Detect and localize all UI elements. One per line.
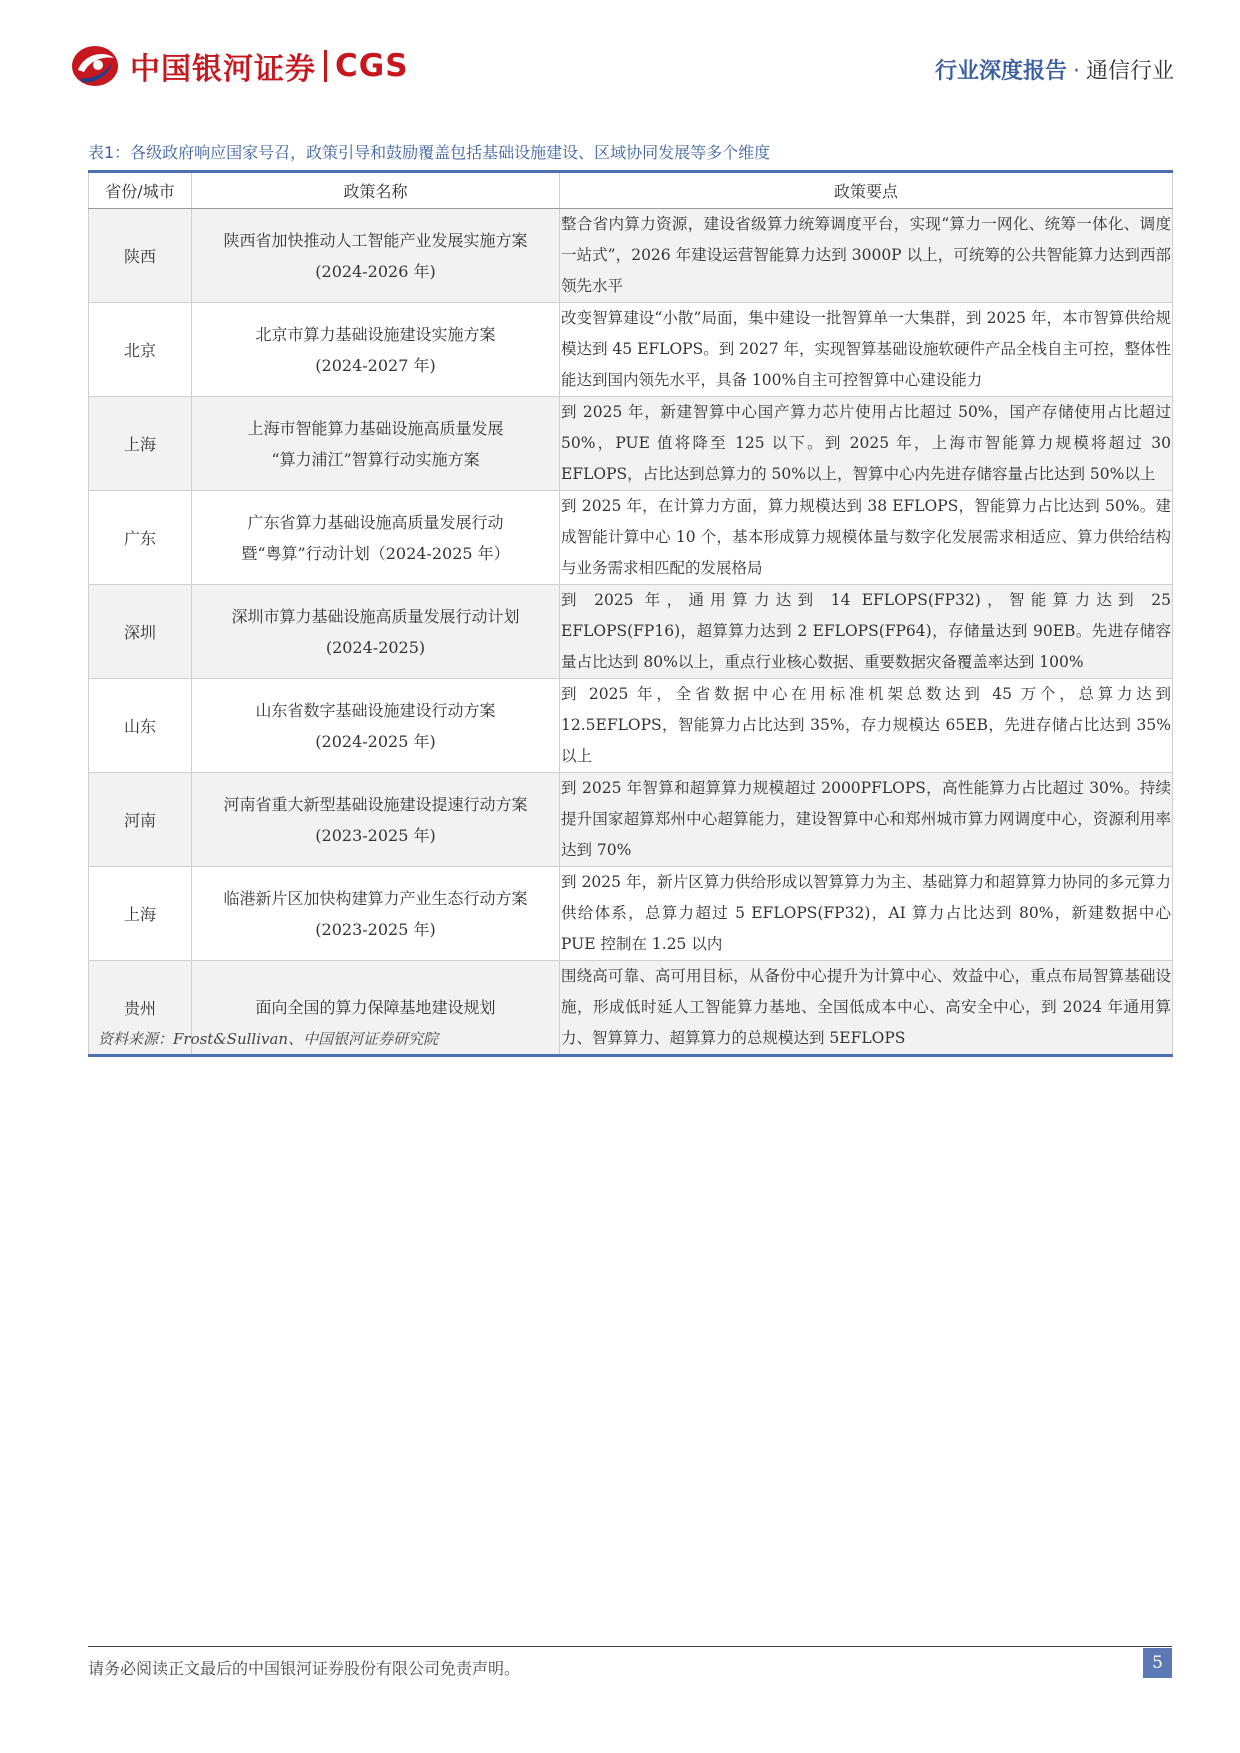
table-row xyxy=(89,585,1173,679)
policy-name-cell xyxy=(192,867,560,961)
policy-name-cell xyxy=(192,209,560,303)
table-row xyxy=(89,491,1173,585)
policy-name-cell xyxy=(192,491,560,585)
policy-name: 上海市智能算力基础设施高质量发展 xyxy=(247,418,504,438)
table-row xyxy=(89,867,1173,961)
policy-points-cell: 到 2025 年智算和超算算力规模超过 2000PFLOPS，高性能算力占比超过 30%。持续提升国家超算郑州中心超算能力，建设智算中心和郑州城市算力网调度中心，资源利用率达到 70% xyxy=(560,773,1173,867)
policy-period: (2024-2025) xyxy=(325,637,426,657)
policy-period: (2023-2025 年) xyxy=(315,825,436,845)
region-cell: 深圳 xyxy=(89,585,192,679)
header-policy-points: 政策要点 xyxy=(560,172,1173,209)
footer-divider xyxy=(88,1646,1172,1647)
region-cell: 河南 xyxy=(89,773,192,867)
policy-name: 广东省算力基础设施高质量发展行动 xyxy=(247,512,504,532)
logo-english-text: CGS xyxy=(335,48,409,84)
policy-period: “算力浦江”智算行动实施方案 xyxy=(271,449,480,469)
policy-points-cell: 到 2025 年，新片区算力供给形成以智算算力为主、基础算力和超算算力协同的多元算力供给体系，总算力超过 5 EFLOPS(FP32)，AI 算力占比达到 80%，新建数据中心 PUE 控制在 1.25 以内 xyxy=(560,867,1173,961)
policy-points-cell: 围绕高可靠、高可用目标，从备份中心提升为计算中心、效益中心，重点布局智算基础设施，形成低时延人工智能算力基地、全国低成本中心、高安全中心，到 2024 年通用算力、智算算力、超算算力的总规模达到 5EFLOPS xyxy=(560,961,1173,1056)
report-type-label: 行业深度报告 xyxy=(934,59,1067,84)
policy-name: 面向全国的算力保障基地建设规划 xyxy=(255,998,496,1017)
region-cell: 山东 xyxy=(89,679,192,773)
page-header xyxy=(70,44,1174,104)
table-row xyxy=(89,679,1173,773)
logo-chinese-text: 中国银河证券 xyxy=(130,52,316,87)
policy-points-cell: 整合省内算力资源，建设省级算力统筹调度平台，实现“算力一网化、统筹一体化、调度一站式”，2026 年建设运营智能算力达到 3000P 以上，可统筹的公共智能算力达到西部领先水平 xyxy=(560,209,1173,303)
policy-period: 暨“粤算”行动计划（2024-2025 年） xyxy=(241,543,510,563)
policy-name: 北京市算力基础设施建设实施方案 xyxy=(255,324,496,344)
logo-divider xyxy=(324,50,327,82)
policy-name: 陕西省加快推动人工智能产业发展实施方案 xyxy=(223,230,528,250)
region-cell: 陕西 xyxy=(89,209,192,303)
policy-points-cell: 改变智算建设“小散”局面，集中建设一批智算单一大集群，到 2025 年，本市智算供给规模达到 45 EFLOPS。到 2027 年，实现智算基础设施软硬件产品全栈自主可控，整体性能达到国内领先水平，具备 100%自主可控智算中心建设能力 xyxy=(560,303,1173,397)
footer-disclaimer: 请务必阅读正文最后的中国银河证券股份有限公司免责声明。 xyxy=(88,1659,521,1678)
header-policy-name: 政策名称 xyxy=(192,172,560,209)
policy-name: 临港新片区加快构建算力产业生态行动方案 xyxy=(223,888,528,908)
policy-name-cell xyxy=(192,585,560,679)
policy-points-cell: 到 2025 年，全省数据中心在用标准机架总数达到 45 万个，总算力达到 12.5EFLOPS，智能算力占比达到 35%，存力规模达 65EB，先进存储占比达到 35%以上 xyxy=(560,679,1173,773)
table-row xyxy=(89,397,1173,491)
table-row xyxy=(89,773,1173,867)
report-category xyxy=(935,54,1174,85)
policy-period: (2024-2025 年) xyxy=(315,731,436,751)
industry-label: 通信行业 xyxy=(1085,59,1174,84)
galaxy-logo-icon xyxy=(70,44,120,88)
table-row xyxy=(89,303,1173,397)
policy-points-cell: 到 2025 年，在计算力方面，算力规模达到 38 EFLOPS，智能算力占比达到 50%。建成智能计算中心 10 个，基本形成算力规模体量与数字化发展需求相适应、算力供给结构与业务需求相匹配的发展格局 xyxy=(560,491,1173,585)
region-cell: 上海 xyxy=(89,397,192,491)
policy-points-cell: 到 2025 年，通用算力达到 14 EFLOPS(FP32)，智能算力达到 25 EFLOPS(FP16)，超算算力达到 2 EFLOPS(FP64)，存储量达到 90EB。先进存储容量占比达到 80%以上，重点行业核心数据、重要数据灾备覆盖率达到 100% xyxy=(560,585,1173,679)
policy-name: 河南省重大新型基础设施建设提速行动方案 xyxy=(223,794,528,814)
policy-table xyxy=(88,170,1173,1057)
policy-points-cell: 到 2025 年，新建智算中心国产算力芯片使用占比超过 50%，国产存储使用占比超过 50%，PUE 值将降至 125 以下。到 2025 年，上海市智能算力规模将超过 30 EFLOPS，占比达到总算力的 50%以上，智算中心内先进存储容量占比达到 50%以上 xyxy=(560,397,1173,491)
region-cell: 贵州 xyxy=(89,961,192,1056)
header-region: 省份/城市 xyxy=(89,172,192,209)
region-cell: 上海 xyxy=(89,867,192,961)
table-source: 资料来源：Frost&Sullivan、中国银河证券研究院 xyxy=(98,1030,439,1048)
policy-period: (2024-2026 年) xyxy=(315,261,436,281)
policy-name: 深圳市算力基础设施高质量发展行动计划 xyxy=(231,606,520,626)
header-separator: · xyxy=(1072,59,1080,84)
table-row xyxy=(89,209,1173,303)
policy-name-cell xyxy=(192,303,560,397)
page-number: 5 xyxy=(1143,1648,1172,1678)
policy-period: (2023-2025 年) xyxy=(315,919,436,939)
policy-name: 山东省数字基础设施建设行动方案 xyxy=(255,700,496,720)
region-cell: 广东 xyxy=(89,491,192,585)
policy-period: (2024-2027 年) xyxy=(315,355,436,375)
region-cell: 北京 xyxy=(89,303,192,397)
table-title: 表1：各级政府响应国家号召，政策引导和鼓励覆盖包括基础设施建设、区域协同发展等多个维度 xyxy=(88,143,771,162)
policy-name-cell xyxy=(192,679,560,773)
policy-name-cell xyxy=(192,397,560,491)
table-header-row xyxy=(89,172,1173,209)
company-logo xyxy=(70,44,409,88)
policy-name-cell xyxy=(192,773,560,867)
